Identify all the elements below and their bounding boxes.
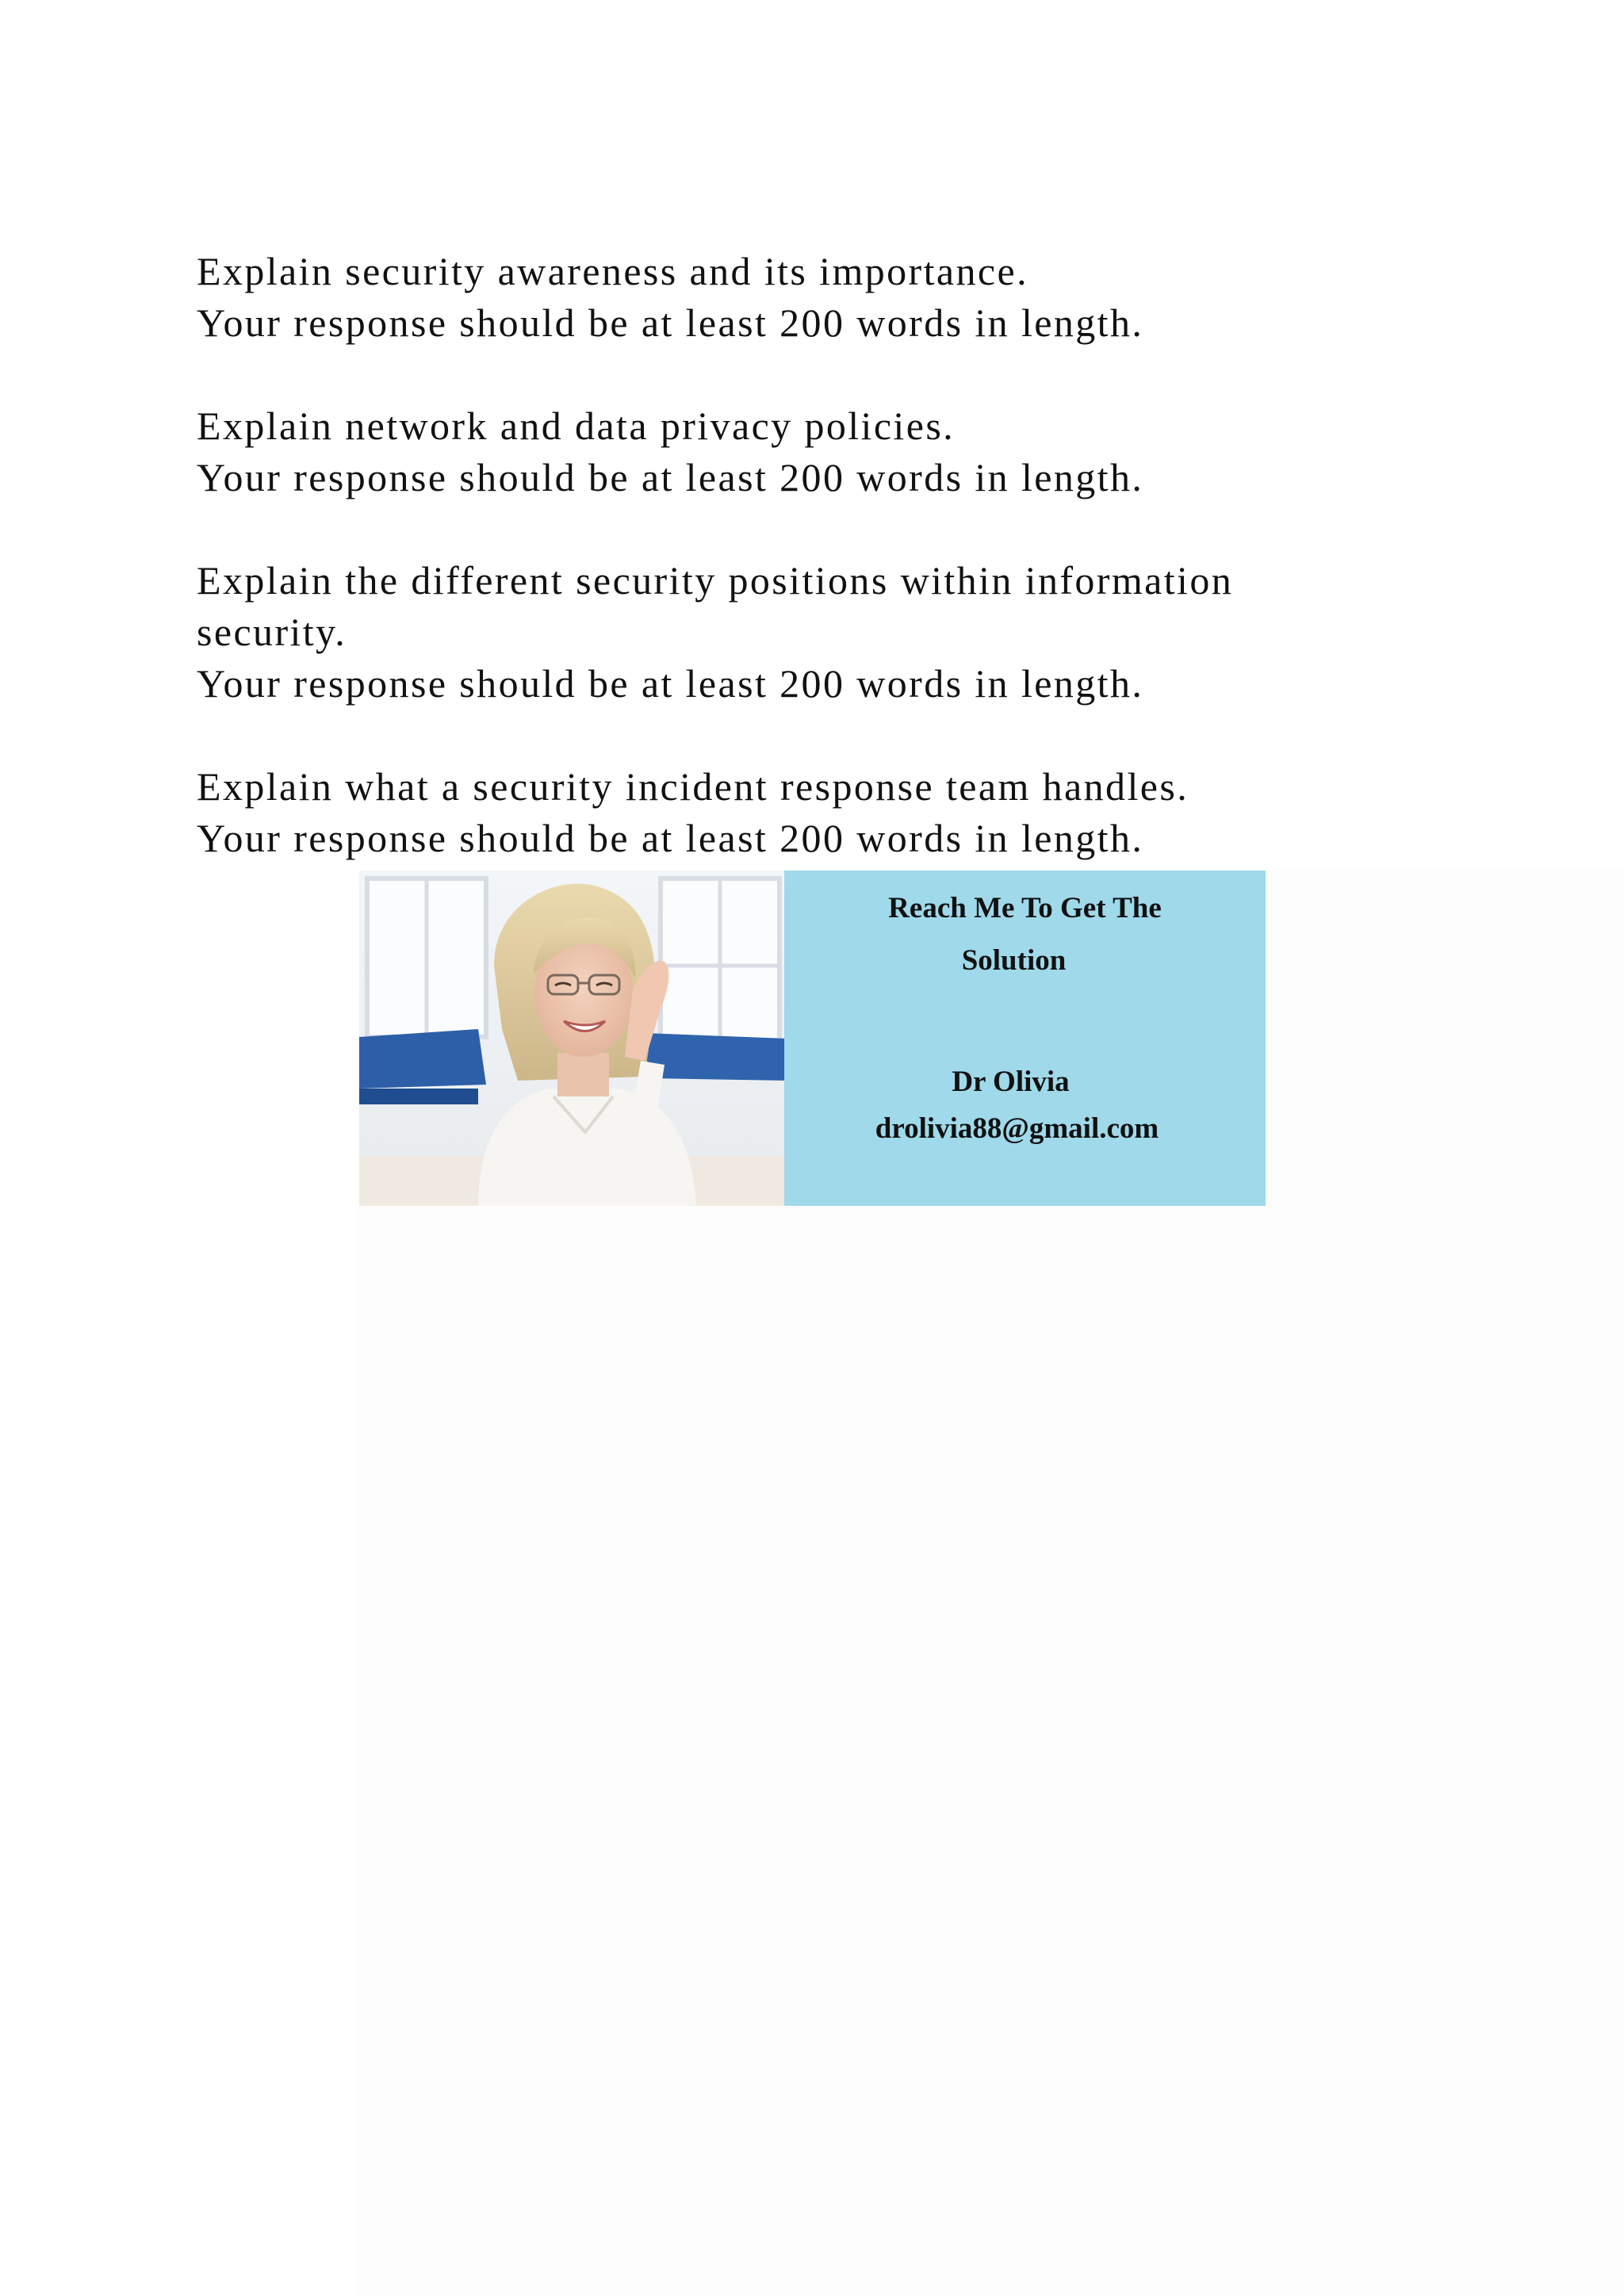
paragraph-gap bbox=[197, 503, 1434, 555]
woman-with-glasses-illustration bbox=[359, 871, 787, 1206]
question-1-requirement: Your response should be at least 200 words in length. bbox=[197, 300, 1144, 345]
promo-banner bbox=[359, 871, 1266, 1206]
contact-email: drolivia88@gmail.com bbox=[875, 1112, 1159, 1145]
question-list bbox=[197, 246, 1434, 864]
question-4-prompt: Explain what a security incident response team handles. bbox=[197, 764, 1189, 809]
question-3-prompt-line2: security. bbox=[197, 610, 347, 654]
question-3-prompt-line1: Explain the different security positions within information bbox=[197, 558, 1234, 603]
paragraph-gap bbox=[197, 710, 1434, 761]
question-4-requirement: Your response should be at least 200 words in length. bbox=[197, 816, 1144, 860]
paragraph-gap bbox=[197, 349, 1434, 400]
contact-panel bbox=[784, 871, 1266, 1206]
woman-photo bbox=[359, 871, 787, 1206]
question-2-requirement: Your response should be at least 200 words in length. bbox=[197, 455, 1144, 499]
contact-name: Dr Olivia bbox=[952, 1066, 1070, 1098]
promo-heading-line1: Reach Me To Get The bbox=[888, 892, 1162, 924]
question-3-requirement: Your response should be at least 200 words in length. bbox=[197, 661, 1144, 706]
question-2-prompt: Explain network and data privacy policies. bbox=[197, 404, 956, 448]
question-1-prompt: Explain security awareness and its importance. bbox=[197, 249, 1028, 293]
promo-heading-line2: Solution bbox=[961, 944, 1067, 977]
